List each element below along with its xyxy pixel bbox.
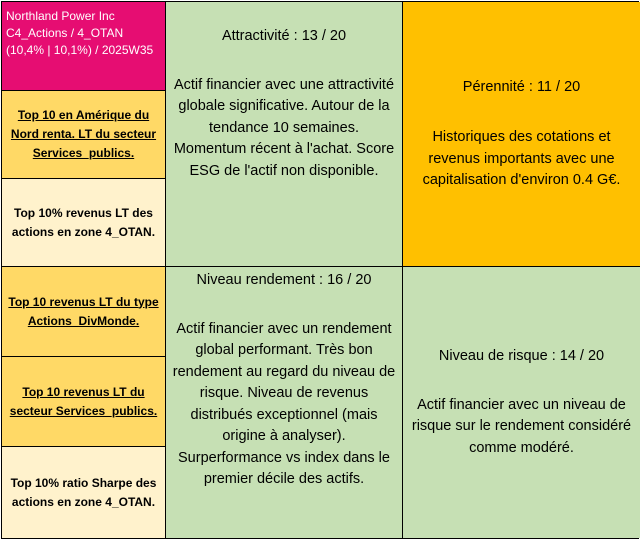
asset-summary-grid (1, 1, 639, 539)
sustainability-panel (403, 2, 640, 267)
attractiveness-description: Actif financier avec une attractivité globale significative. Autour de la tendance 10 semaines. Momentum récent à l'achat. Score ESG de l'actif non disponible. (173, 76, 395, 179)
yield-panel (166, 267, 403, 538)
ranking-badge-5 (2, 447, 166, 538)
ranking-text-1: Top 10 en Amérique du Nord renta. LT du secteur Services_publics. (10, 108, 157, 160)
ranking-text-5: Top 10% ratio Sharpe des actions en zone 4_OTAN. (10, 475, 157, 509)
ranking-text-2: Top 10% revenus LT des actions en zone 4_OTAN. (11, 205, 156, 239)
yield-score: Niveau rendement : 16 / 20 (196, 272, 372, 288)
ranking-badge-3 (2, 267, 166, 357)
ranking-text-3: Top 10 revenus LT du type Actions_DivMonde. (8, 294, 159, 328)
risk-panel (403, 267, 640, 538)
attractiveness-score: Attractivité : 13 / 20 (221, 28, 347, 44)
yield-description: Actif financier avec un rendement global performant. Très bon rendement au regard du niveau de risque. Niveau de revenus distribués exceptionnel (mais origine à analyser). Surperformance vs index dans le premier décile des actifs. (172, 320, 396, 487)
ranking-badge-2 (2, 179, 166, 267)
ranking-text-4: Top 10 revenus LT du secteur Services_publics. (9, 384, 158, 418)
asset-header (2, 2, 166, 91)
sustainability-description: Historiques des cotations et revenus importants avec une capitalisation d'environ 0.4 G€. (422, 129, 621, 188)
risk-score: Niveau de risque : 14 / 20 (438, 348, 605, 364)
portfolio-label: C4_Actions / 4_OTAN (6, 26, 124, 40)
company-name: Northland Power Inc (6, 9, 115, 23)
risk-description: Actif financier avec un niveau de risque sur le rendement considéré comme modéré. (411, 396, 632, 456)
sustainability-score: Pérennité : 11 / 20 (462, 78, 581, 95)
performance-stats: (10,4% | 10,1%) / 2025W35 (6, 43, 154, 57)
attractiveness-panel (166, 2, 403, 267)
ranking-badge-1 (2, 91, 166, 179)
ranking-badge-4 (2, 357, 166, 447)
